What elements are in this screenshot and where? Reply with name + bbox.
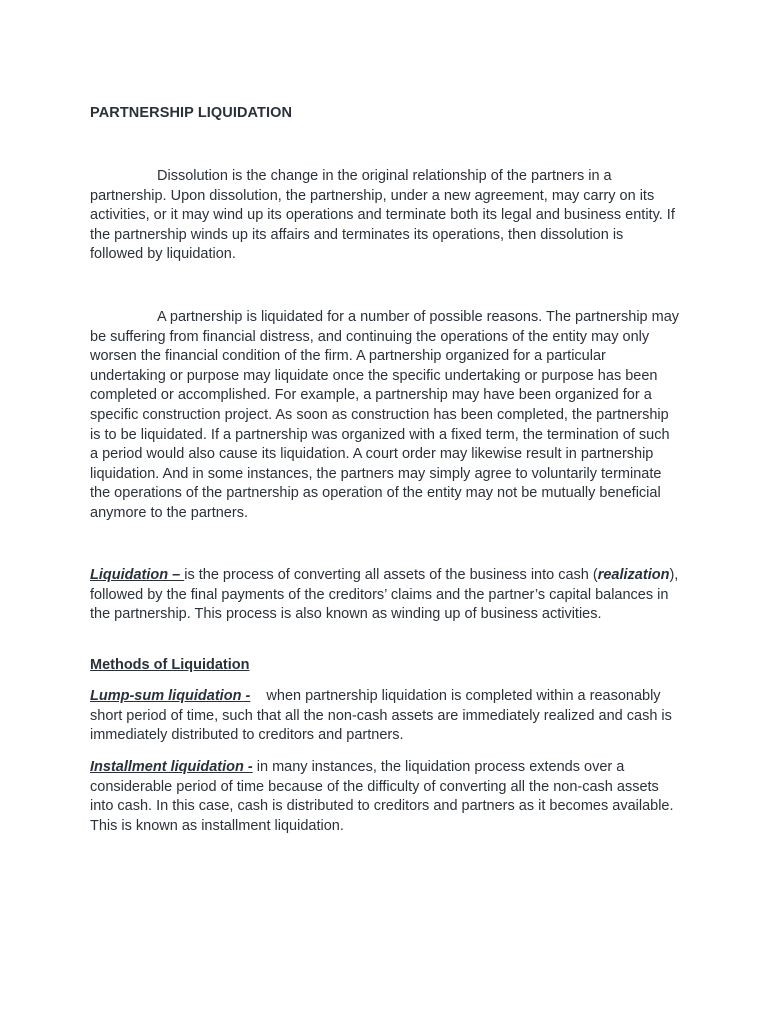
installment-paragraph [90, 758, 680, 836]
methods-heading: Methods of Liquidation [90, 657, 250, 673]
lump-sum-text: when partnership liquidation is completed within a reasonably short period of time, such that all the non-cash assets are immediately realized and cash is immediately distributed to creditors and partners. [90, 688, 676, 744]
dissolution-paragraph: Dissolution is the change in the original relationship of the partners in a partnership. Upon dissolution, the partnership, under a new agreement, may carry on its activities, or it may wind up its operations and terminate both its legal and business entity. If the partnership winds up its affairs and terminates its operations, then dissolution is followed by liquidation. [90, 168, 675, 263]
liquidation-reasons-paragraph: A partnership is liquidated for a number of possible reasons. The partnership may be suffering from financial distress, and continuing the operations of the entity may only worsen the financial condition of the firm. A partnership organized for a particular undertaking or purpose may liquidate once the specific undertaking or purpose has been completed or accomplished. For example, a partnership may have been organized for a specific construction project. As soon as construction has been completed, the partnership is to be liquidated. If a partnership was organized with a fixed term, the termination of such a period would also cause its liquidation. A court order may likewise result in partnership liquidation. And in some instances, the partners may simply agree to voluntarily terminate the operations of the partnership as operation of the entity may not be mutually beneficial anymore to the partners. [90, 309, 680, 521]
document-title: PARTNERSHIP LIQUIDATION [90, 105, 293, 121]
realization-term: realization [597, 567, 670, 583]
liquidation-definition-text-a: is the process of converting all assets of the business into cash ( [184, 567, 598, 583]
installment-term: Installment liquidation - [90, 759, 253, 775]
liquidation-definition-paragraph [90, 566, 680, 625]
liquidation-definition-text-b: ), followed by the final payments of the creditors’ claims and the partner’s capital balances in the partnership. This process is also known as winding up of business activities. [90, 567, 679, 623]
lump-sum-term: Lump-sum liquidation - [90, 688, 251, 704]
liquidation-term: Liquidation – [90, 567, 185, 583]
lump-sum-paragraph [90, 687, 680, 746]
installment-text: in many instances, the liquidation process extends over a considerable period of time because of the difficulty of converting all the non-cash assets into cash. In this case, cash is distributed to creditors and partners as it becomes available. This is known as installment liquidation. [90, 759, 674, 834]
